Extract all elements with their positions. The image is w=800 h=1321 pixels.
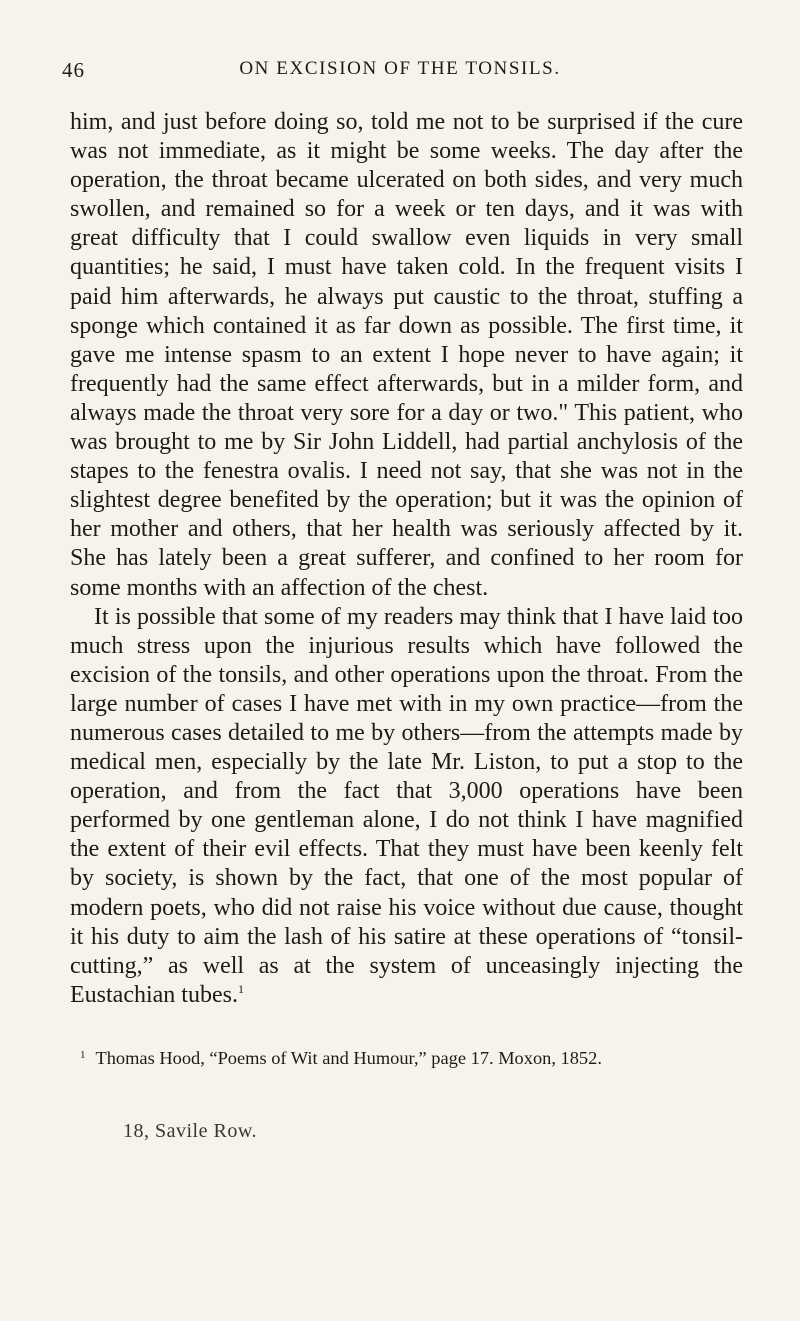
footnote-marker: 1: [80, 1049, 86, 1061]
footnote-reference[interactable]: 1: [237, 981, 244, 996]
paragraph: him, and just before doing so, told me not to be surprised if the cure was not immediate, as it might be some weeks. The day after the operation, the throat became ulcerated on both sides, and very much swollen, and remained so for a week or ten days, and it was with great difficulty that I could swallow even liquids in very small quantities; he said, I must have taken cold. In the frequent visits I paid him afterwards, he always put caustic to the throat, stuffing a sponge which contained it as far down as possible. The first time, it gave me intense spasm to an extent I hope never to have again; it frequently had the same effect afterwards, but in a milder form, and always made the throat very sore for a day or two." This patient, who was brought to me by Sir John Liddell, had partial anchylosis of the stapes to the fenestra ovalis. I need not say, that she was not in the slightest degree benefited by the operation; but it was the opinion of her mother and others, that her health was seriously affected by it. She has lately been a great sufferer, and confined to her room for some months with an affection of the chest.: [70, 109, 743, 601]
running-title: ON EXCISION OF THE TONSILS.: [239, 58, 561, 79]
paragraph: [70, 603, 743, 1010]
body-text: [70, 108, 743, 1010]
paragraph-text: It is possible that some of my readers may think that I have laid too much stress upon the injurious results which have followed the excision of the tonsils, and other operations upon the throat. From the large number of cases I have met with in my own practice—from the numerous cases detailed to me by others—from the attempts made by medical men, especially by the late Mr. Liston, to put a stop to the operation, and from the fact that 3,000 operations have been performed by one gentleman alone, I do not think I have magnified the extent of their evil effects. That they must have been keenly felt by society, is shown by the fact, that one of the most popular of modern poets, who did not raise his voice without due cause, thought it his duty to aim the lash of his satire at these operations of “tonsil-cutting,” as well as at the system of unceasingly injecting the Eustachian tubes.: [70, 603, 743, 1008]
footnote: [70, 1043, 743, 1070]
page-header: [62, 58, 738, 88]
page-number: 46: [62, 58, 85, 82]
publisher-imprint: 18, Savile Row.: [123, 1120, 257, 1142]
footnote-text: Thomas Hood, “Poems of Wit and Humour,” page 17. Moxon, 1852.: [95, 1048, 602, 1068]
